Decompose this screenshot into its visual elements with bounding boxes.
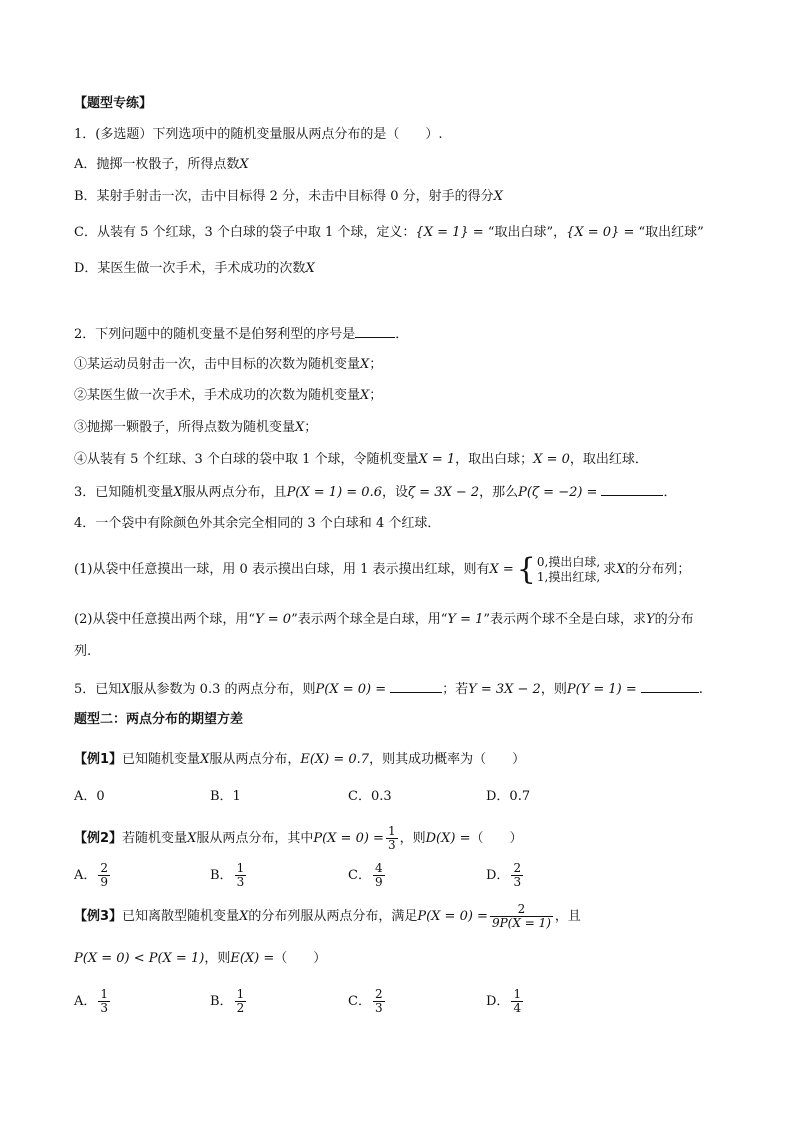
stem-text: 服从两点分布， xyxy=(209,752,301,767)
stem-text: ，那么 xyxy=(479,485,519,500)
example-2-option-c[interactable] xyxy=(348,862,387,889)
part-text: 求 xyxy=(603,562,617,577)
denominator: 9 xyxy=(100,875,109,889)
example-tag: 【例1】 xyxy=(74,752,123,767)
variable: X xyxy=(360,388,370,403)
option-label: B． xyxy=(210,868,233,883)
variable: Y xyxy=(646,612,655,627)
example-tag: 【例2】 xyxy=(74,831,123,846)
example-2-option-b[interactable] xyxy=(210,862,248,889)
stem-text: ，则 xyxy=(540,682,567,697)
option-text: B．某射手射击一次，击中目标得 2 分，未击中目标得 0 分，射手的得分 xyxy=(74,189,494,204)
part-text: 的分布 xyxy=(654,612,694,627)
numerator: 1 xyxy=(100,987,109,1001)
question-1-option-a xyxy=(74,156,249,174)
equation: P(X = 0) = xyxy=(417,909,488,924)
question-2-item-1 xyxy=(74,356,382,374)
equation: P(ζ = −2) = xyxy=(518,485,598,500)
fraction xyxy=(235,988,247,1015)
question-1-stem: 1．(多选题）下列选项中的随机变量服从两点分布的是（ ）. xyxy=(74,127,443,142)
stem-text: ． xyxy=(395,327,409,342)
stem-text: 2．下列问题中的随机变量不是伯努利型的序号是 xyxy=(74,327,356,342)
stem-text: 若随机变量 xyxy=(122,831,188,846)
section-header: 【题型专练】 xyxy=(74,96,153,111)
example-3 xyxy=(74,900,581,934)
denominator: 3 xyxy=(513,875,522,889)
question-2-item-4 xyxy=(74,451,648,469)
numerator: 4 xyxy=(374,861,383,875)
example-3-line-2 xyxy=(74,950,326,968)
item-text: ③抛掷一颗骰子，所得点数为随机变量 xyxy=(74,420,296,435)
stem-text: ，则 xyxy=(399,831,426,846)
variable: X xyxy=(360,357,370,372)
item-text: ，取出红球． xyxy=(569,452,648,467)
example-1-option-b[interactable]: B．1 xyxy=(210,789,241,804)
event-set: {X = 1} xyxy=(415,225,469,240)
question-4-part-2 xyxy=(74,611,694,629)
stem-text: 已知随机变量 xyxy=(122,752,201,767)
numerator: 2 xyxy=(100,861,109,875)
equation: P(X = 0) = xyxy=(315,682,387,697)
stem-text: ，设 xyxy=(381,485,408,500)
option-text: = “取出白球”， xyxy=(468,225,567,240)
example-3-option-a[interactable] xyxy=(74,988,112,1015)
stem-text: ． xyxy=(663,485,677,500)
example-1 xyxy=(74,751,525,769)
stem-text: 服从参数为 0.3 的两点分布，则 xyxy=(130,682,316,697)
fraction xyxy=(98,862,110,889)
part-text: (2)从袋中任意摸出两个球，用“ xyxy=(74,612,256,627)
item-text: ②某医生做一次手术，手术成功的次数为随机变量 xyxy=(74,388,361,403)
fraction xyxy=(98,988,110,1015)
example-1-option-a[interactable]: A．0 xyxy=(74,789,105,804)
fraction xyxy=(373,862,385,889)
part-text: (1)从袋中任意摸出一球，用 0 表示摸出白球，用 1 表示摸出红球，则有 xyxy=(74,562,490,577)
answer-blank[interactable] xyxy=(601,483,663,496)
item-text: ④从装有 5 个红球、3 个白球的袋中取 1 个球，令随机变量 xyxy=(74,452,419,467)
option-text: = “取出红球” xyxy=(619,225,704,240)
left-brace: { xyxy=(516,551,536,587)
fraction xyxy=(386,825,398,852)
denominator: 3 xyxy=(236,875,245,889)
inequality: P(X = 0) < P(X = 1) xyxy=(74,951,205,966)
option-text: D．某医生做一次手术，手术成功的次数 xyxy=(74,261,306,276)
variable: X xyxy=(200,752,210,767)
fraction xyxy=(373,988,385,1015)
variable: X = xyxy=(489,562,514,577)
question-4-stem: 4．一个袋中有除颜色外其余完全相同的 3 个白球和 4 个红球． xyxy=(74,516,441,531)
item-text: ； xyxy=(304,420,318,435)
equation: X = 0 xyxy=(533,452,570,467)
variable: X xyxy=(493,189,503,204)
example-1-option-d[interactable]: D．0.7 xyxy=(486,789,531,804)
question-5 xyxy=(74,680,703,699)
stem-text: . xyxy=(698,682,703,697)
equation: E(X) xyxy=(230,951,260,966)
fraction xyxy=(235,862,247,889)
equation: X = 1 xyxy=(418,452,456,467)
case-row: 0,摸出白球, xyxy=(536,554,601,569)
variable: X xyxy=(239,157,249,172)
equation: P(X = 1) = 0.6 xyxy=(286,485,382,500)
option-label: C． xyxy=(348,994,371,1009)
question-1-option-d xyxy=(74,260,315,278)
part-text: ”表示两个球不全是白球，求 xyxy=(483,612,647,627)
question-2-item-3 xyxy=(74,419,317,437)
question-2-stem xyxy=(74,325,408,344)
example-3-option-c[interactable] xyxy=(348,988,387,1015)
variable: X xyxy=(239,909,249,924)
variable: X xyxy=(616,562,626,577)
numerator: 1 xyxy=(236,861,245,875)
equation: ζ = 3X − 2 xyxy=(407,485,480,500)
question-2-item-2 xyxy=(74,387,382,405)
variable: X xyxy=(187,831,197,846)
part-text: ”表示两个球全是白球，用“ xyxy=(291,612,448,627)
option-label: D． xyxy=(486,994,510,1009)
question-1-option-c xyxy=(74,224,704,242)
piecewise-definition xyxy=(516,551,601,587)
denominator: 3 xyxy=(387,838,396,852)
option-label: B． xyxy=(210,994,233,1009)
stem-text: ，且 xyxy=(554,909,581,924)
numerator: 1 xyxy=(236,987,245,1001)
equation: Y = 3X − 2 xyxy=(468,682,541,697)
case-row: 1,摸出红球, xyxy=(536,569,601,584)
question-4-part-1 xyxy=(74,553,690,587)
question-1-option-b xyxy=(74,188,503,206)
fraction xyxy=(511,988,523,1015)
stem-text: ，则 xyxy=(204,951,231,966)
item-text: ； xyxy=(369,388,383,403)
question-4-part-2-continued: 列. xyxy=(74,644,92,659)
example-3-option-d[interactable] xyxy=(486,988,525,1015)
denominator: 3 xyxy=(100,1001,109,1015)
variable: X xyxy=(295,420,305,435)
answer-blank[interactable] xyxy=(355,325,395,338)
event-set: {X = 0} xyxy=(566,225,620,240)
stem-text: 5．已知 xyxy=(74,682,122,697)
numerator: 1 xyxy=(513,987,522,1001)
option-text: A．抛掷一枚骰子，所得点数 xyxy=(74,157,240,172)
item-text: ①某运动员射击一次，击中目标的次数为随机变量 xyxy=(74,357,361,372)
example-3-option-b[interactable] xyxy=(210,988,248,1015)
numerator: 2 xyxy=(374,987,383,1001)
example-2-option-a[interactable] xyxy=(74,862,112,889)
denominator: 4 xyxy=(513,1001,522,1015)
answer-blank[interactable] xyxy=(641,680,699,693)
question-3 xyxy=(74,483,676,502)
stem-text: 3．已知随机变量 xyxy=(74,485,174,500)
numerator: 2 xyxy=(513,861,522,875)
example-tag: 【例3】 xyxy=(74,909,123,924)
option-label: C． xyxy=(348,868,371,883)
part-text: 的分布列； xyxy=(625,562,691,577)
denominator: 2 xyxy=(236,1001,245,1015)
equation: Y = 0 xyxy=(255,612,292,627)
variable: X xyxy=(305,261,315,276)
stem-text: 服从两点分布，且 xyxy=(182,485,287,500)
stem-text: =（ ） xyxy=(455,831,523,846)
answer-blank[interactable] xyxy=(390,680,442,693)
denominator: 9P(X = 1) xyxy=(491,916,551,930)
option-text: C．从装有 5 个红球，3 个白球的袋子中取 1 个球，定义： xyxy=(74,225,416,240)
option-label: D． xyxy=(486,868,510,883)
equation: P(X = 0) = xyxy=(313,831,384,846)
equation: Y = 1 xyxy=(447,612,484,627)
option-label: A． xyxy=(74,868,97,883)
example-2-option-d[interactable] xyxy=(486,862,525,889)
section-title: 题型二：两点分布的期望方差 xyxy=(74,712,244,727)
fraction xyxy=(490,903,553,930)
stem-text: =（ ） xyxy=(259,951,327,966)
option-label: A． xyxy=(74,994,97,1009)
variable: X xyxy=(173,485,183,500)
item-text: ； xyxy=(369,357,383,372)
variable: X xyxy=(121,682,131,697)
equation: E(X) = 0.7 xyxy=(300,752,370,767)
numerator: 1 xyxy=(387,824,396,838)
example-1-option-c[interactable]: C．0.3 xyxy=(348,789,392,804)
denominator: 3 xyxy=(374,1001,383,1015)
fraction xyxy=(511,862,523,889)
stem-text: ；若 xyxy=(442,682,469,697)
equation: P(Y = 1) = xyxy=(566,682,637,697)
example-2 xyxy=(74,824,522,854)
denominator: 9 xyxy=(374,875,383,889)
stem-text: ，则其成功概率为（ ） xyxy=(369,752,526,767)
equation: D(X) xyxy=(425,831,456,846)
stem-text: 的分布列服从两点分布，满足 xyxy=(248,909,418,924)
item-text: ，取出白球； xyxy=(455,452,534,467)
stem-text: 已知离散型随机变量 xyxy=(122,909,240,924)
numerator: 2 xyxy=(517,902,526,916)
stem-text: 服从两点分布，其中 xyxy=(196,831,314,846)
